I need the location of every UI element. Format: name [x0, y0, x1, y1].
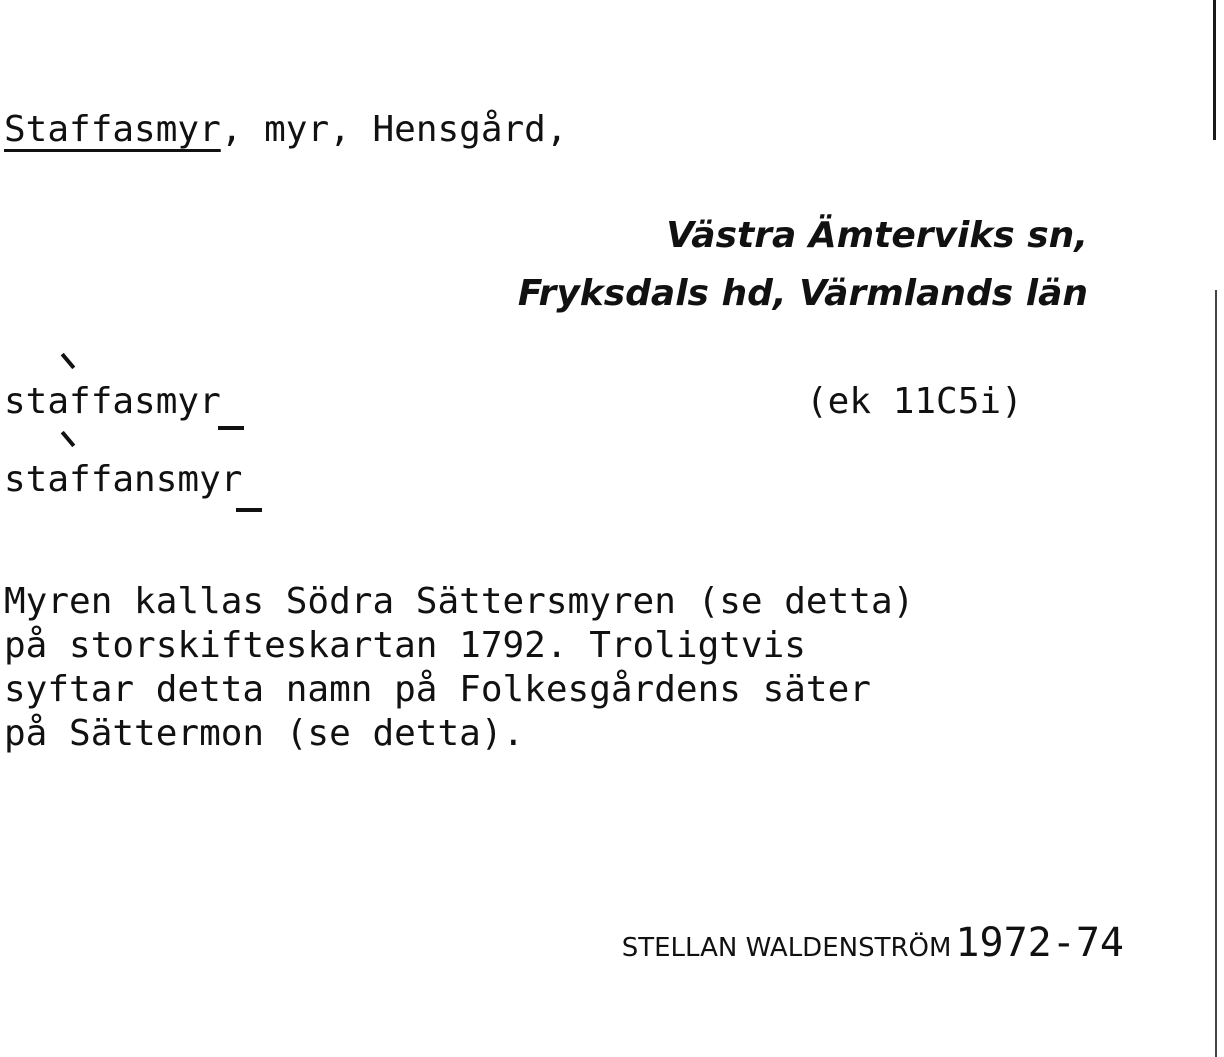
body-line: Myren kallas Södra Sättersmyren (se detta): [4, 581, 915, 622]
body-line: på storskifteskartan 1792. Troligtvis: [4, 625, 806, 666]
card-header: [4, 108, 568, 152]
map-reference: (ek 11C5i): [806, 381, 1023, 422]
pronunciation-1: staffasmyr: [4, 381, 221, 422]
pronunciation-2: staffansmyr: [4, 459, 243, 500]
region-district-county: Fryksdals hd, Värmlands län: [517, 273, 1088, 314]
stress-accent-mark: [61, 353, 76, 369]
card-body: [4, 580, 914, 756]
card-edge-line: [1213, 0, 1216, 140]
length-mark: [218, 426, 244, 430]
stress-accent-mark: [61, 431, 76, 447]
signature-years: 1972-74: [955, 920, 1124, 966]
body-line: syftar detta namn på Folkesgårdens säter: [4, 669, 871, 710]
length-mark: [236, 508, 262, 512]
region-parish: Västra Ämterviks sn,: [666, 215, 1088, 256]
signature-name: STELLAN WALDENSTRÖM: [621, 933, 952, 963]
card-edge-line: [1215, 290, 1217, 1057]
header-rest: , myr, Hensgård,: [220, 109, 568, 150]
signature: [622, 920, 1124, 966]
headword: Staffasmyr: [4, 109, 221, 150]
body-line: på Sättermon (se detta).: [4, 713, 525, 754]
